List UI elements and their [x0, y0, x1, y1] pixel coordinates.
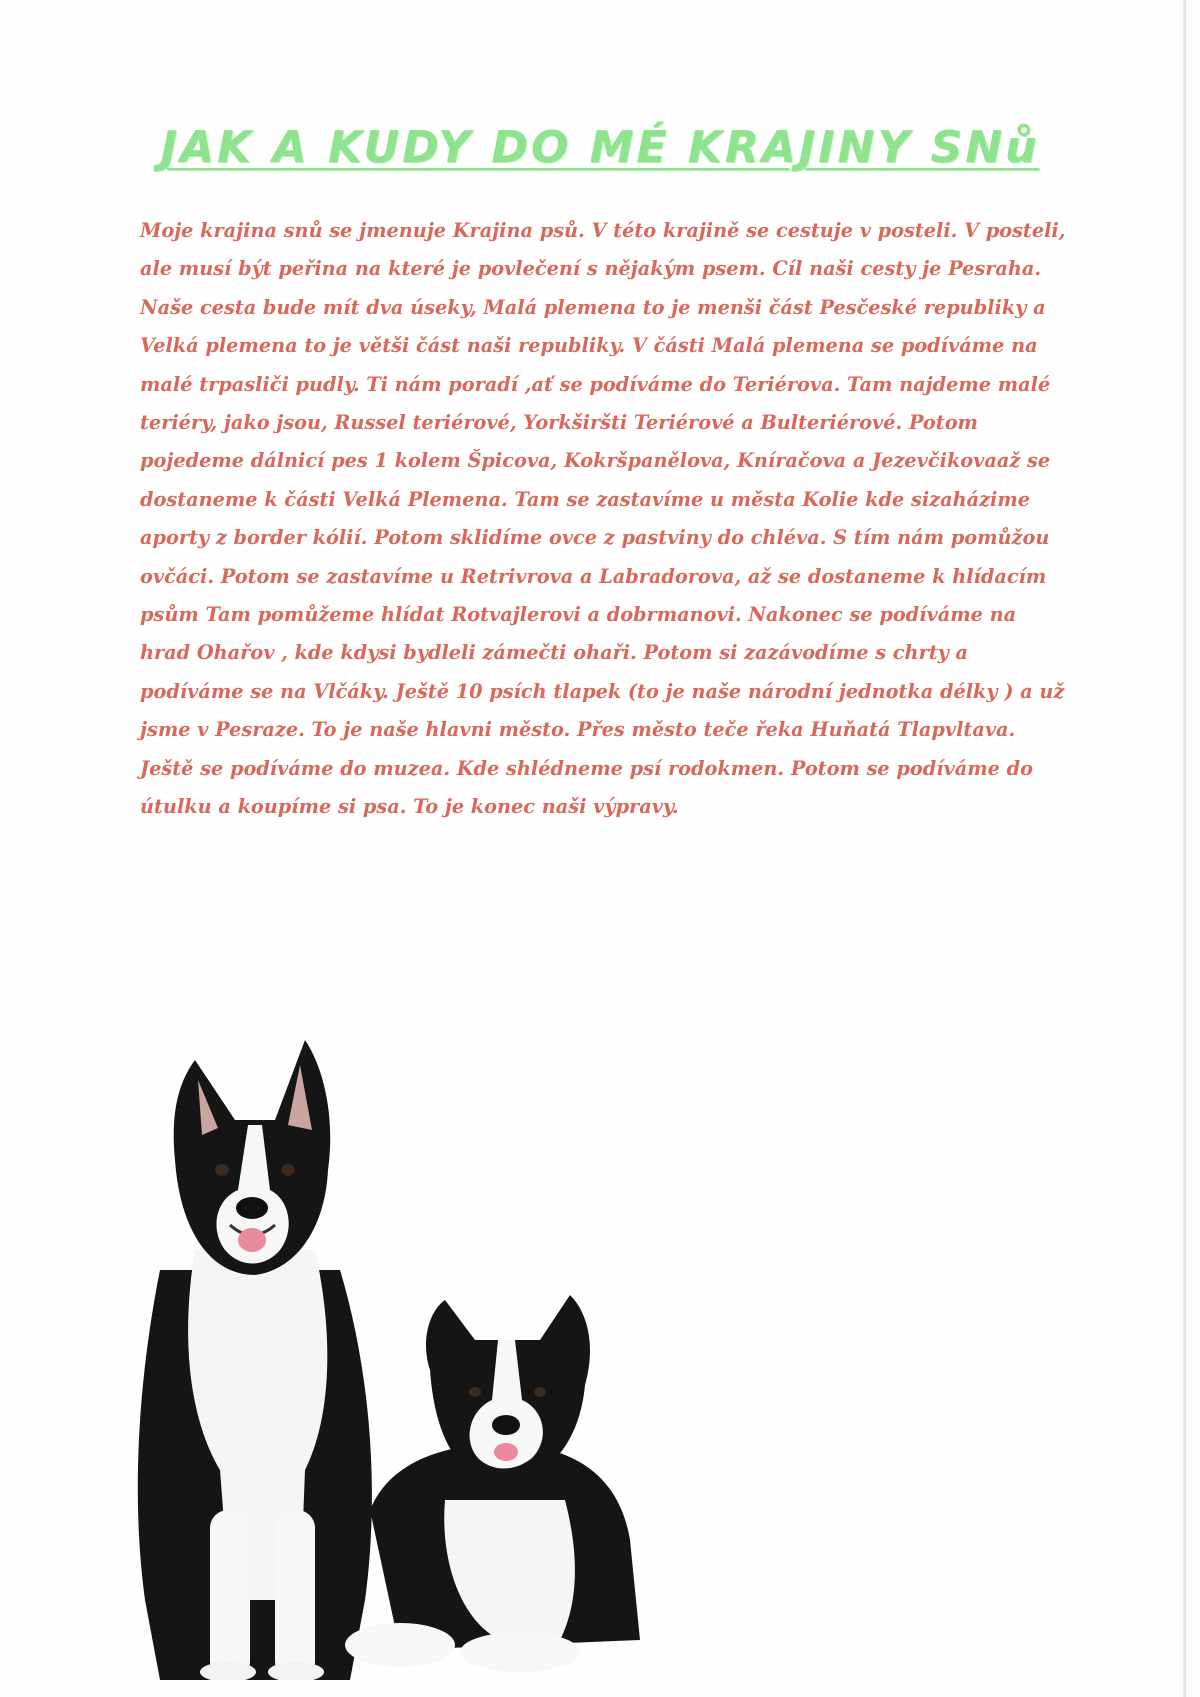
sitting-dog-icon	[138, 1040, 372, 1680]
page-edge	[1183, 0, 1186, 1697]
lying-dog-icon	[345, 1295, 640, 1672]
document-title: JAK A KUDY DO MÉ KRAJINY SNů	[160, 122, 1040, 173]
story-paragraph: Moje krajina snů se jmenuje Krajina psů. V této krajině se cestuje v posteli. V posteli, ale musí být peřina na které je povlečení s nějakým psem. Cíl naši cesty je Pesraha. Naše cesta bude mít dva úseky, Malá plemena to je menši část Pesčeské republiky a Velká plemena to je větši část naši republiky. V části Malá plemena se podíváme na malé trpasliči pudly. Ti nám poradí ,ať se podíváme do Teriérova. Tam najdeme malé teriéry, jako jsou, Russel teriérové, Yorkširšti Teriérové a Bulteriérové. Potom pojedeme dálnicí pes 1 kolem Špicova, Kokršpanělova, Knírаčova a Jezevčikovaaž se dostaneme k části Velká Plemena. Tam se zastavíme u města Kolie kde sizaházime aporty z border kólií. Potom sklidíme ovce z pastviny do chléva. S tím nám pomůžou ovčáci. Potom se zastavíme u Retrivrova a Labradorova, až se dostaneme k hlídacím psům Tam pomůžeme hlídat Rotvajlerovi a dobrmanovi. Nakonec se podíváme na hrad Ohařov , kde kdysi bydleli zámečti ohaři. Potom si zazávodíme s chrty a podíváme se na Vlčáky. Ještě 10 psích tlapek (to je naše národní jednotka délky ) a už jsme v Pesraze. To je naše hlavni město. Přes město teče řeka Huňatá Tlapvltava. Ještě se podíváme do muzea. Kde shlédneme psí rodokmen. Potom se podíváme do útulku a koupíme si psa. To je konec naši výpravy.	[140, 219, 1066, 819]
border-collie-dogs-icon	[100, 1040, 700, 1680]
